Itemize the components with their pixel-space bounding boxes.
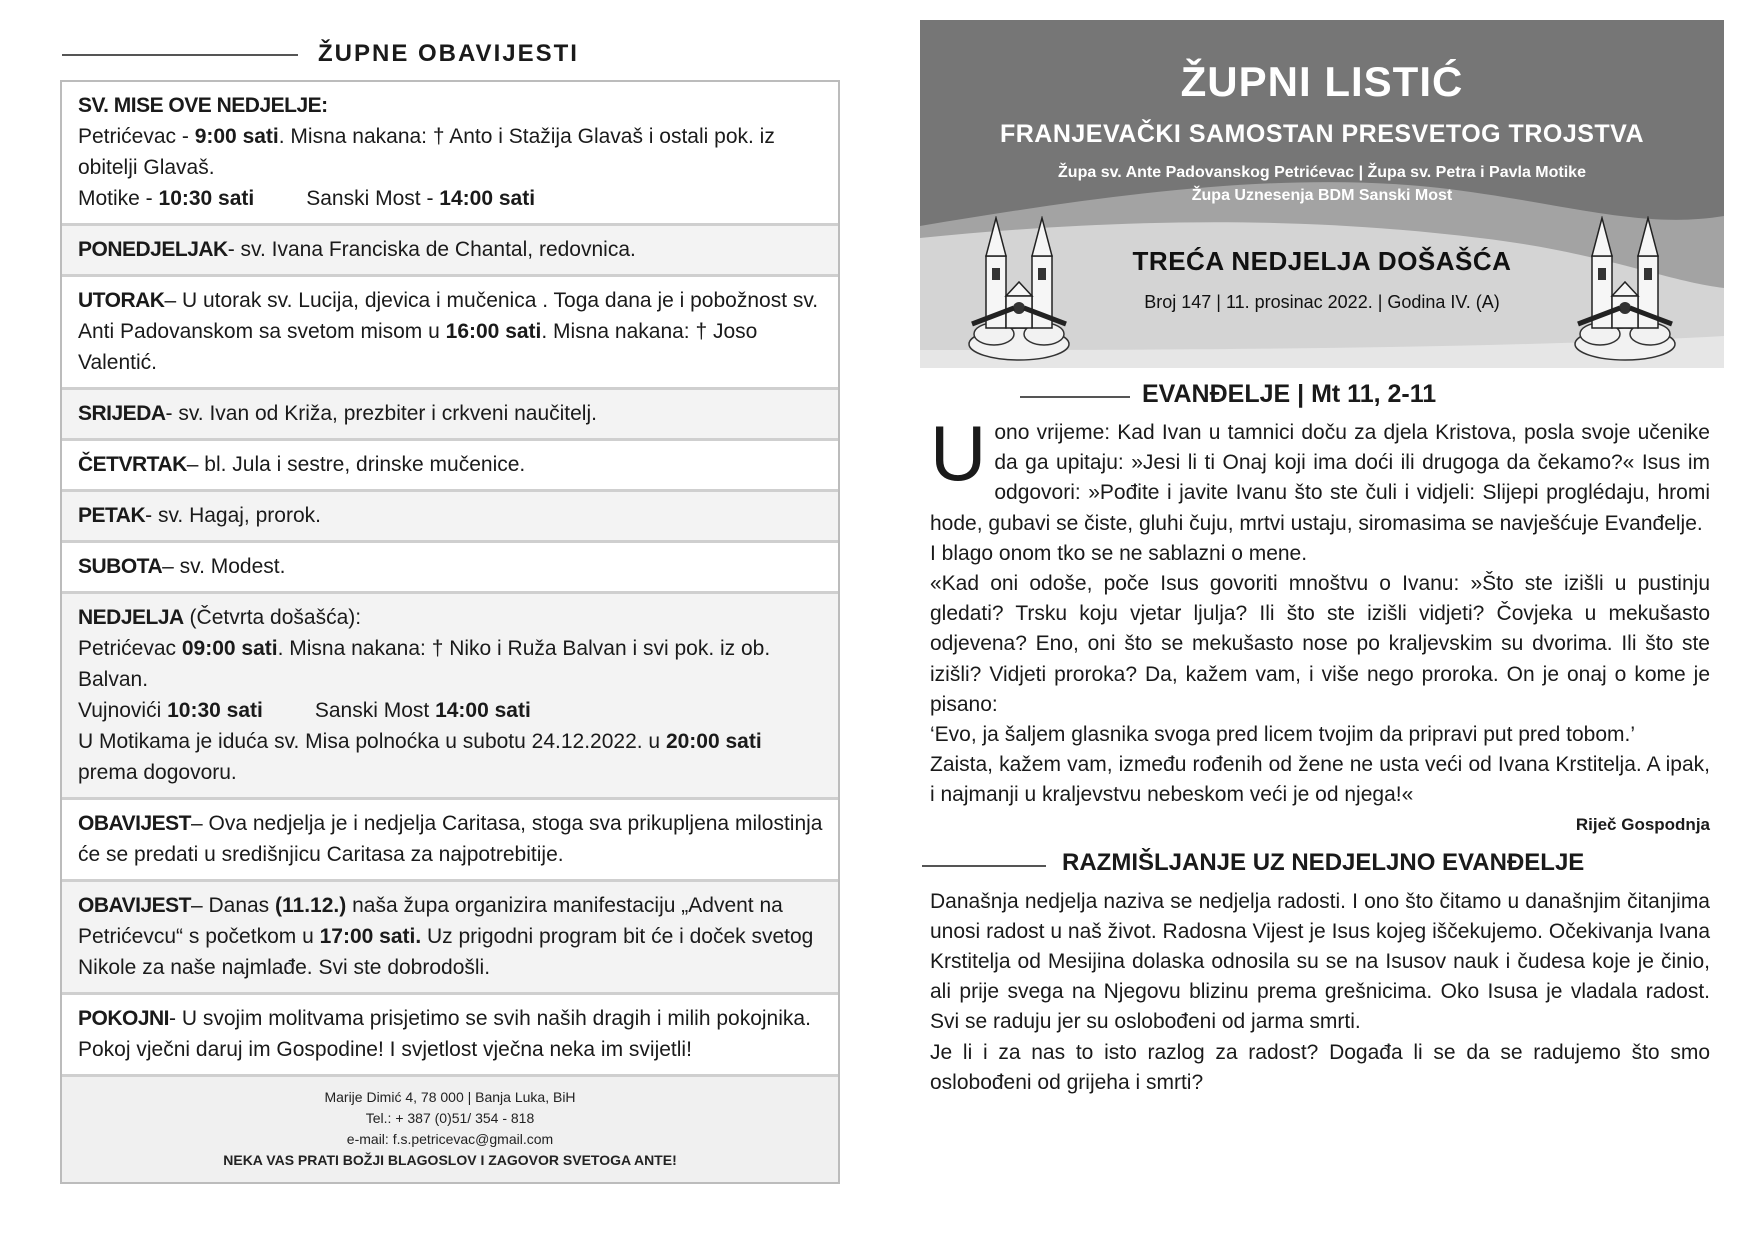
footer-blessing: NEKA VAS PRATI BOŽJI BLAGOSLOV I ZAGOVOR SVETOGA ANTE! [223, 1152, 677, 1168]
sunday-line1: Petrićevac [78, 637, 182, 660]
thursday-box [62, 441, 838, 492]
reflection-header [920, 843, 1724, 887]
sunday-time-sanski: 14:00 sati [435, 699, 531, 722]
gospel-header [920, 374, 1724, 418]
notice2-date: (11.12.) [275, 894, 347, 917]
sunday-label: NEDJELJA [78, 606, 184, 629]
gospel-text [920, 409, 1724, 811]
notice2-text-a: – Danas [190, 894, 276, 917]
saturday-label: SUBOTA [78, 555, 163, 578]
tuesday-box [62, 277, 838, 390]
mass-sanski-label: Sanski Most - [306, 187, 440, 210]
mass-time-motike: 10:30 sati [158, 187, 255, 210]
notices-header [60, 30, 840, 80]
monday-text: - sv. Ivana Franciska de Chantal, redovnica. [227, 238, 636, 261]
masthead-banner [920, 20, 1724, 368]
monday-box [62, 226, 838, 277]
sunday-time-1: 09:00 sati [181, 637, 278, 660]
contact-footer [62, 1077, 838, 1182]
mass-motike-label: Motike - [78, 187, 159, 210]
mass-intention: . Misna nakana: † Anto i Stažija Glavaš i ostali pok. iz obitelji Glavaš. [78, 125, 775, 179]
gospel-rule [1020, 396, 1130, 398]
monastery-name: FRANJEVAČKI SAMOSTAN PRESVETOG TROJSTVA [999, 120, 1645, 148]
friday-label: PETAK [78, 504, 146, 527]
sunday-midnight-text: U Motikama je iduća sv. Misa polnoćka u subotu 24.12.2022. u [78, 730, 666, 753]
church-emblem-right-icon [1570, 216, 1680, 366]
header-rule [62, 54, 298, 56]
saturday-text: – sv. Modest. [162, 555, 286, 578]
parishes-line-2: Župa Uznesenja BDM Sanski Most [1191, 187, 1453, 204]
mass-label: SV. MISE OVE NEDJELJE: [78, 94, 328, 117]
wednesday-box [62, 390, 838, 441]
friday-text: - sv. Hagaj, prorok. [145, 504, 321, 527]
notice1-label: OBAVIJEST [78, 812, 191, 835]
monday-label: PONEDJELJAK [78, 238, 228, 261]
sunday-sanski-label: Sanski Most [314, 699, 436, 722]
tuesday-time: 16:00 sati [445, 320, 542, 343]
reflection-text [920, 887, 1724, 1098]
parishes-line-1: Župa sv. Ante Padovanskog Petrićevac | Župa sv. Petra i Pavla Motike [1058, 164, 1586, 181]
gospel-dropcap: U [930, 409, 987, 497]
sunday-midnight-note: prema dogovoru. [78, 761, 237, 784]
mass-schedule-box [62, 82, 838, 226]
mass-time-sanski: 14:00 sati [439, 187, 536, 210]
tuesday-label: UTORAK [78, 289, 165, 312]
gospel-heading: EVANĐELJE | Mt 11, 2-11 [1142, 380, 1437, 408]
sunday-intention: . Misna nakana: † Niko i Ruža Balvan i svi pok. iz ob. Balvan. [78, 637, 771, 691]
deceased-label: POKOJNI [78, 1007, 170, 1030]
church-emblem-left-icon [964, 216, 1074, 366]
gospel-paragraph-1: ono vrijeme: Kad Ivan u tamnici doču za djela Kristova, posla svoje učenike da ga upitaju: »Jesi li ti Onaj koji ima doći ili drugoga da čekamo?« Isus im odgovori: »Pođite i javite Ivanu što ste čuli i vidjeli: Slijepi proglédaju, hromi hode, gubavi se čiste, gluhi čuju, mrtvi ustaju, siromasima se navješćuje Evanđelje. [930, 421, 1710, 535]
sunday-label-note: (Četvrta došašća): [183, 606, 362, 629]
saturday-box [62, 543, 838, 594]
friday-box [62, 492, 838, 543]
reflection-heading: RAZMIŠLJANJE UZ NEDJELJNO EVANĐELJE [1062, 848, 1585, 876]
reflection-rule [922, 865, 1046, 867]
notice1-text: – Ova nedjelja je i nedjelja Caritasa, stoga sva prikupljena milostinja će se predati u središnjicu Caritasa za najpotrebitije. [78, 812, 823, 866]
notices-table [60, 80, 840, 1184]
sunday-midnight-time: 20:00 sati [665, 730, 762, 753]
gospel-paragraph-4: ‘Evo, ja šaljem glasnika svoga pred licem tvojim da pripravi put pred tobom.’ [930, 723, 1635, 747]
bulletin-title: ŽUPNI LISTIĆ [1180, 58, 1464, 105]
footer-address: Marije Dimić 4, 78 000 | Banja Luka, BiH [324, 1089, 576, 1105]
gospel-signature: Riječ Gospodnja [1575, 814, 1710, 834]
notice2-text-b: naša župa organizira manifestaciju „Advent na Petrićevcu“ s početkom u [78, 894, 783, 948]
notice2-text-c: Uz prigodni program bit će i doček svetog Nikole za naše najmlađe. Svi ste dobrodošli. [78, 925, 814, 979]
thursday-label: ČETVRTAK [78, 453, 187, 476]
notice-caritas-box [62, 800, 838, 882]
mass-line1-text: Petrićevac - [78, 125, 195, 148]
gospel-paragraph-3: «Kad oni odoše, poče Isus govoriti mnoštvu o Ivanu: »Što ste izišli u pustinju gledati? Trsku koju vjetar ljulja? Ili što ste izišli vidjeti? Čovjeka u mekušasto odjevena? Eno, oni što se mekušasto nose po kraljevskim su dvorima. Ili što ste izišli? Vidjeti proroka? Da, kažem vam, i više nego proroka. On je onaj o kome je pisano: [930, 572, 1710, 716]
footer-email: e-mail: f.s.petricevac@gmail.com [346, 1131, 554, 1147]
gospel-paragraph-5: Zaista, kažem vam, između rođenih od žene ne usta veći od Ivana Krstitelja. A ipak, i najmanji u kraljevstvu nebeskom veći je od njega!« [930, 753, 1710, 807]
notice2-label: OBAVIJEST [78, 894, 191, 917]
reflection-paragraph-1: Današnja nedjelja naziva se nedjelja radosti. I ono što čitamo u današnjim čitanjima unosi radost u naš život. Radosna Vijest je Isus kojeg iščekujemo. Očekivanja Ivana Krstitelja od Mesijina dolaska odnosila su se na Isusov nauk i čudesa koje je činio, ali prije svega na Njegovu blizinu prema grešnicima. Oko Isusa je vladala radost. Svi se raduju jer su oslobođeni od jarma smrti. [930, 889, 1710, 1034]
liturgical-sunday: TREĆA NEDJELJA DOŠAŠĆA [1132, 246, 1512, 276]
deceased-box [62, 995, 838, 1077]
footer-phone: Tel.: + 387 (0)51/ 354 - 818 [365, 1110, 535, 1126]
wednesday-text: - sv. Ivan od Križa, prezbiter i crkveni naučitelj. [165, 402, 597, 425]
tuesday-text: – U utorak sv. Lucija, djevica i mučenica . Toga dana je i pobožnost sv. Anti Padovanskom sa svetom misom u [78, 289, 819, 343]
bulletin-column [920, 20, 1724, 1098]
notices-heading: ŽUPNE OBAVIJESTI [318, 40, 579, 67]
sunday-time-vujnovici: 10:30 sati [167, 699, 263, 722]
notice-advent-box [62, 882, 838, 995]
reflection-paragraph-2: Je li i za nas to isto razlog za radost? Događa li se da se radujemo što smo oslobođeni od grijeha i smrti? [930, 1040, 1710, 1094]
sunday-vujnovici-label: Vujnovići [78, 699, 168, 722]
issue-info: Broj 147 | 11. prosinac 2022. | Godina IV. (A) [1144, 292, 1500, 312]
wednesday-label: SRIJEDA [78, 402, 166, 425]
sunday-box [62, 594, 838, 800]
mass-time-1: 9:00 sati [194, 125, 279, 148]
deceased-text: - U svojim molitvama prisjetimo se svih naših dragih i milih pokojnika. Pokoj vječni daruj im Gospodine! I svjetlost vječna neka im svijetli! [78, 1007, 811, 1061]
tuesday-intention: . Misna nakana: † Joso Valentić. [78, 320, 758, 374]
notice2-time: 17:00 sati. [319, 925, 422, 948]
thursday-text: – bl. Jula i sestre, drinske mučenice. [186, 453, 526, 476]
gospel-paragraph-2: I blago onom tko se ne sablazni o mene. [930, 541, 1308, 565]
notices-column [60, 30, 840, 1184]
